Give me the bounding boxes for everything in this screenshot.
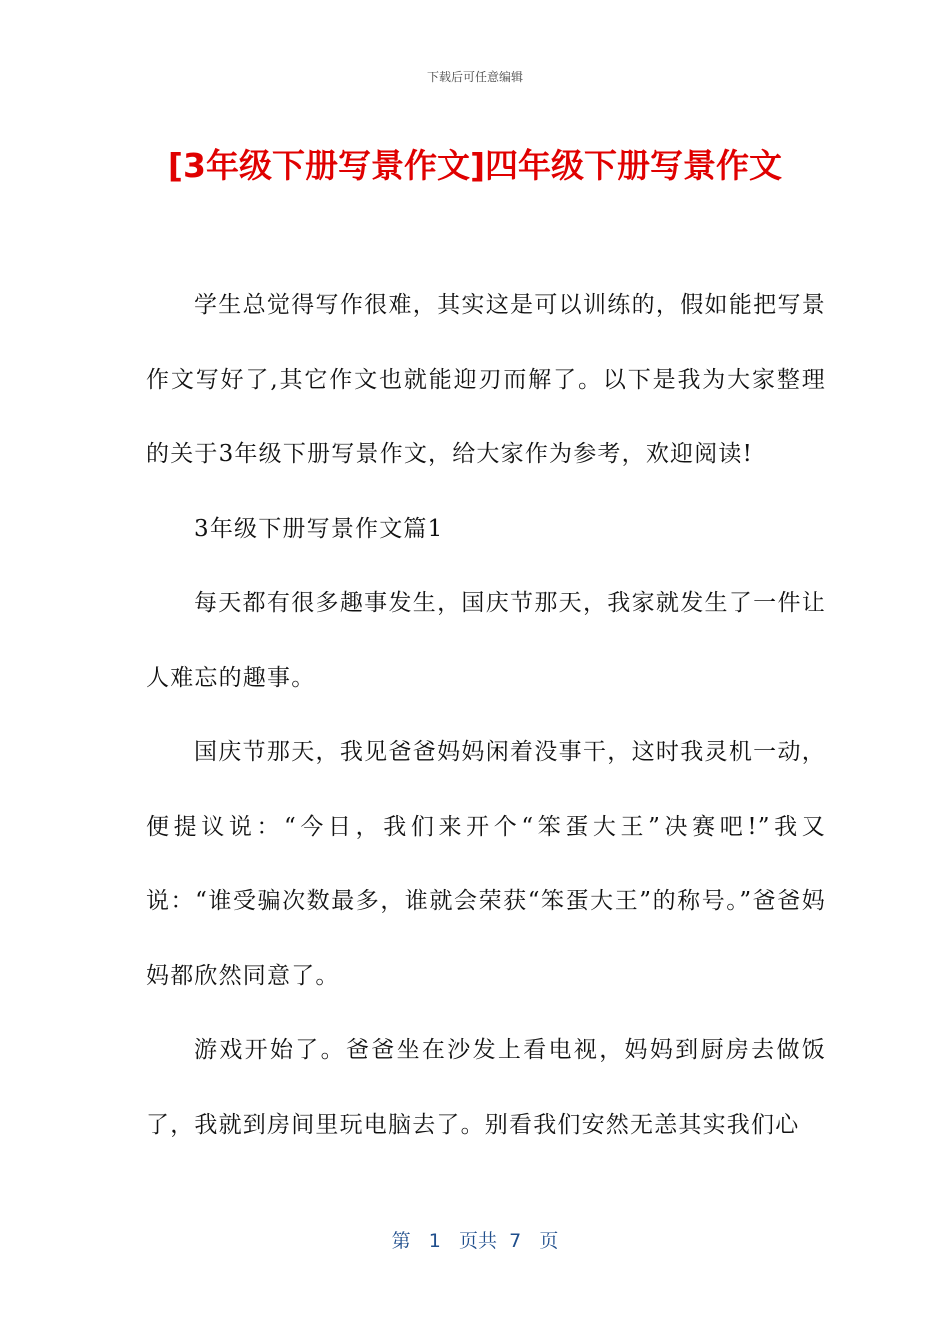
footer-total-pages: 7 [509,1230,522,1252]
footer-label-page: 第 [391,1230,411,1252]
paragraph: 国庆节那天，我见爸爸妈妈闲着没事干，这时我灵机一动，便提议说：“今日，我们来开个“笨蛋大王”决赛吧!”我又说：“谁受骗次数最多，谁就会荣获“笨蛋大王”的称号。”爸爸妈妈都欣然同意了。 [146,739,826,989]
document-title: [3年级下册写景作文]四年级下册写景作文 [167,146,783,185]
document-body [146,268,826,1162]
paragraph: 每天都有很多趣事发生，国庆节那天，我家就发生了一件让人难忘的趣事。 [146,590,826,691]
paragraph: 游戏开始了。爸爸坐在沙发上看电视，妈妈到厨房去做饭了，我就到房间里玩电脑去了。别看我们安然无恙其实我们心 [146,1037,826,1138]
footer-label-total: 页共 [459,1230,498,1252]
footer-current-page: 1 [428,1230,441,1252]
paragraph-intro: 学生总觉得写作很难，其实这是可以训练的，假如能把写景作文写好了,其它作文也就能迎刃而解了。以下是我为大家整理的关于3年级下册写景作文，给大家作为参考，欢迎阅读! [146,292,826,467]
footer-label-end: 页 [539,1230,559,1252]
header-note: 下载后可任意编辑 [426,70,523,84]
page-footer [0,1226,950,1253]
section-heading: 3年级下册写景作文篇1 [194,515,444,542]
